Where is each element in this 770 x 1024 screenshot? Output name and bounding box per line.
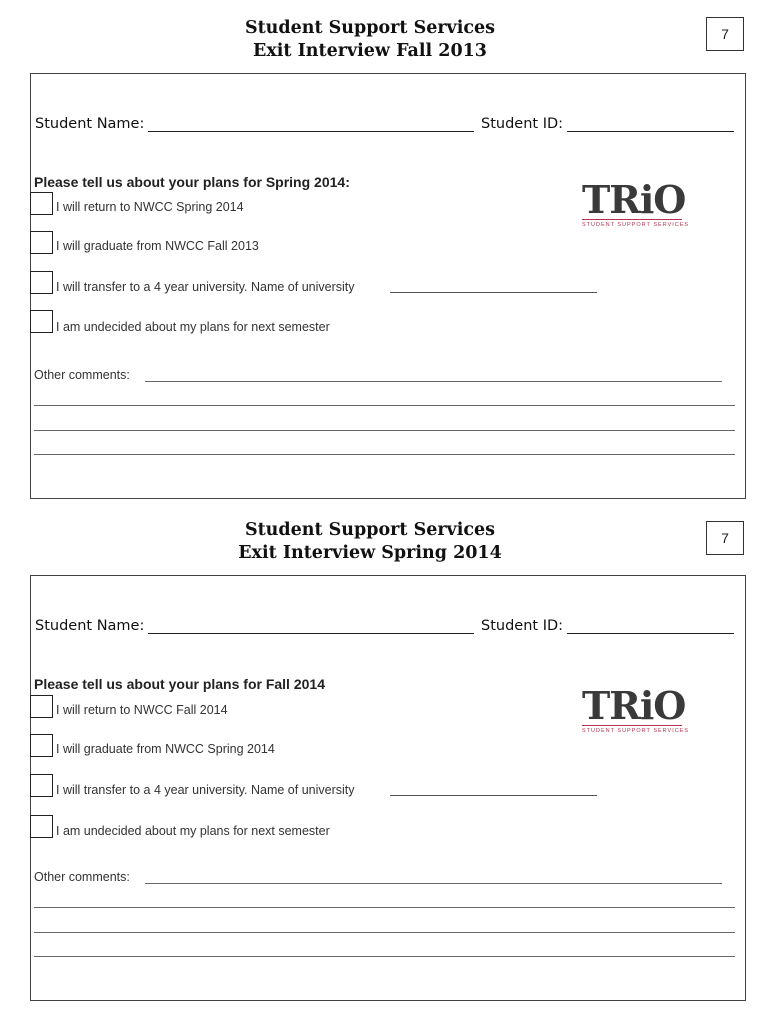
transfer-checkbox[interactable] [30, 774, 53, 797]
comments-line-3[interactable] [34, 430, 735, 431]
option-label: I will transfer to a 4 year university. Name of university [56, 783, 355, 797]
student-id-field[interactable] [567, 633, 734, 634]
trio-logo-rule [582, 725, 682, 726]
comments-line-4[interactable] [34, 454, 735, 455]
other-comments-label: Other comments: [34, 368, 130, 382]
trio-logo-text: TRiO [582, 177, 686, 222]
form-title-line2: Exit Interview Fall 2013 [253, 41, 487, 61]
student-name-label: Student Name: [35, 618, 145, 634]
undecided-checkbox[interactable] [30, 310, 53, 333]
graduate-checkbox[interactable] [30, 734, 53, 757]
student-name-label: Student Name: [35, 116, 145, 132]
exit-interview-form-fall-2013 [0, 0, 770, 502]
trio-logo-rule [582, 219, 682, 220]
option-label: I will return to NWCC Spring 2014 [56, 200, 244, 214]
student-id-field[interactable] [567, 131, 734, 132]
comments-line-2[interactable] [34, 405, 735, 406]
page-number-box: 7 [706, 521, 744, 555]
graduate-checkbox[interactable] [30, 231, 53, 254]
university-name-field[interactable] [390, 795, 597, 796]
page-number-box: 7 [706, 17, 744, 51]
return-checkbox[interactable] [30, 192, 53, 215]
exit-interview-form-spring-2014 [0, 502, 770, 1004]
option-label: I will graduate from NWCC Fall 2013 [56, 239, 259, 253]
form-title-line1: Student Support Services [244, 520, 496, 540]
trio-logo-text: TRiO [582, 683, 686, 728]
university-name-field[interactable] [390, 292, 597, 293]
form-title-line1: Student Support Services [244, 18, 496, 38]
comments-line-1[interactable] [145, 381, 722, 382]
student-name-field[interactable] [148, 633, 474, 634]
trio-logo-tagline: STUDENT SUPPORT SERVICES [582, 728, 690, 734]
student-id-label: Student ID: [481, 116, 564, 132]
plans-question: Please tell us about your plans for Fall 2014 [34, 676, 325, 692]
comments-line-3[interactable] [34, 932, 735, 933]
trio-logo [582, 683, 690, 734]
comments-line-1[interactable] [145, 883, 722, 884]
option-label: I will graduate from NWCC Spring 2014 [56, 742, 275, 756]
option-label: I am undecided about my plans for next semester [56, 320, 330, 334]
option-label: I am undecided about my plans for next semester [56, 824, 330, 838]
plans-question: Please tell us about your plans for Spring 2014: [34, 174, 350, 190]
return-checkbox[interactable] [30, 695, 53, 718]
student-id-label: Student ID: [481, 618, 564, 634]
other-comments-label: Other comments: [34, 870, 130, 884]
student-name-field[interactable] [148, 131, 474, 132]
undecided-checkbox[interactable] [30, 815, 53, 838]
option-label: I will return to NWCC Fall 2014 [56, 703, 228, 717]
option-label: I will transfer to a 4 year university. Name of university [56, 280, 355, 294]
comments-line-2[interactable] [34, 907, 735, 908]
comments-line-4[interactable] [34, 956, 735, 957]
trio-logo-tagline: STUDENT SUPPORT SERVICES [582, 222, 690, 228]
form-title-line2: Exit Interview Spring 2014 [238, 543, 502, 563]
trio-logo [582, 177, 690, 228]
transfer-checkbox[interactable] [30, 271, 53, 294]
